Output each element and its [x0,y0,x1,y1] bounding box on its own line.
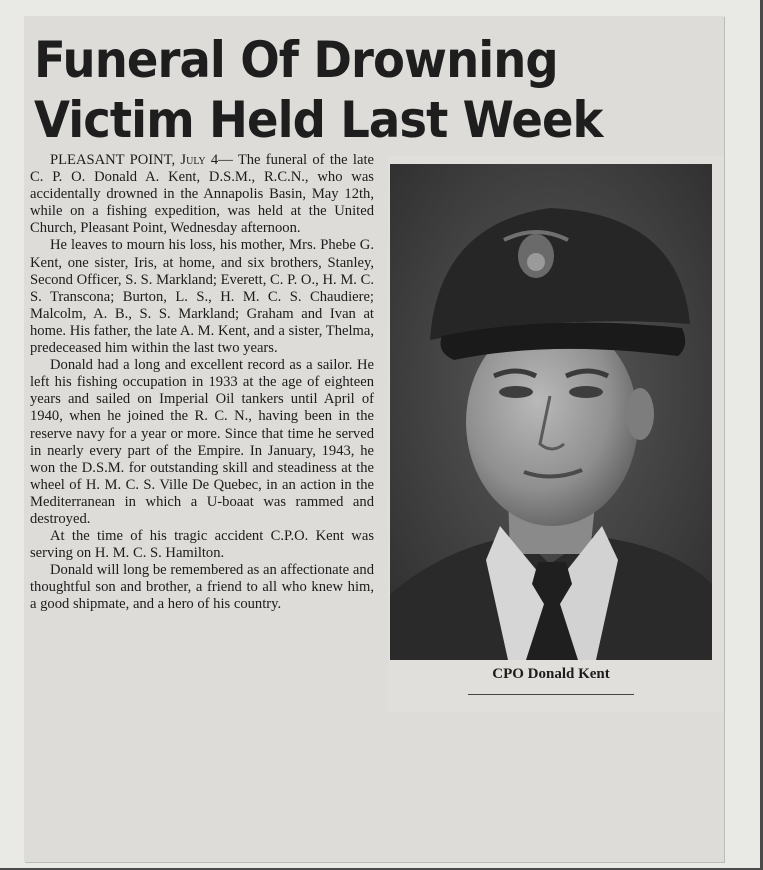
photo-panel [388,156,724,712]
photo-caption: CPO Donald Kent [492,666,610,682]
dateline: PLEASANT POINT, July 4— [50,152,233,168]
headline-line-1: Funeral Of Drowning [34,31,558,89]
headline [34,30,666,150]
article-paragraph: At the time of his tragic accident C.P.O. Kent was serving on H. M. C. S. Hamilton. [30,528,374,562]
article-paragraph: Donald will long be remembered as an affectionate and thoughtful son and brother, a friend to all who knew him, a good shipmate, and a hero of his country. [30,562,374,613]
newspaper-clipping [24,16,724,862]
article-paragraph: Donald had a long and excellent record as a sailor. He left his fishing occupation in 1933 at the age of eighteen years and sailed on Imperial Oil tankers until April of 1940, when he joined the R. C. N., having been in the reserve navy for a year or more. Since that time he served in nearly every part of the Empire. In January, 1943, he won the D.S.M. for outstanding skill and steadiness at the wheel of H. M. C. S. Ville De Quebec, in an action in the Mediterranean in which a U-boaat was rammed and destroyed. [30,357,374,527]
article-paragraph: PLEASANT POINT, July 4— The funeral of the late C. P. O. Donald A. Kent, D.S.M., R.C.N., who was accidentally drowned in the Annapolis Basin, May 12th, while on a fishing expedition, was held at the United Church, Pleasant Point, Wednesday afternoon. [30,152,374,237]
caption-rule [468,694,634,695]
article-paragraph: He leaves to mourn his loss, his mother, Mrs. Phebe G. Kent, one sister, Iris, at home, and six brothers, Stanley, Second Officer, S. S. Markland; Everett, C. P. O., H. M. C. S. Transcona; Burton, L. S., H. M. C. S. Chaudiere; Malcolm, A. B., S. S. Markland; Graham and Ivan at home. His father, the late A. M. Kent, and a sister, Thelma, predeceased him within the last two years. [30,237,374,357]
headline-line-2: Victim Held Last Week [34,91,603,149]
portrait-photo [390,164,712,660]
article-body [30,152,374,614]
